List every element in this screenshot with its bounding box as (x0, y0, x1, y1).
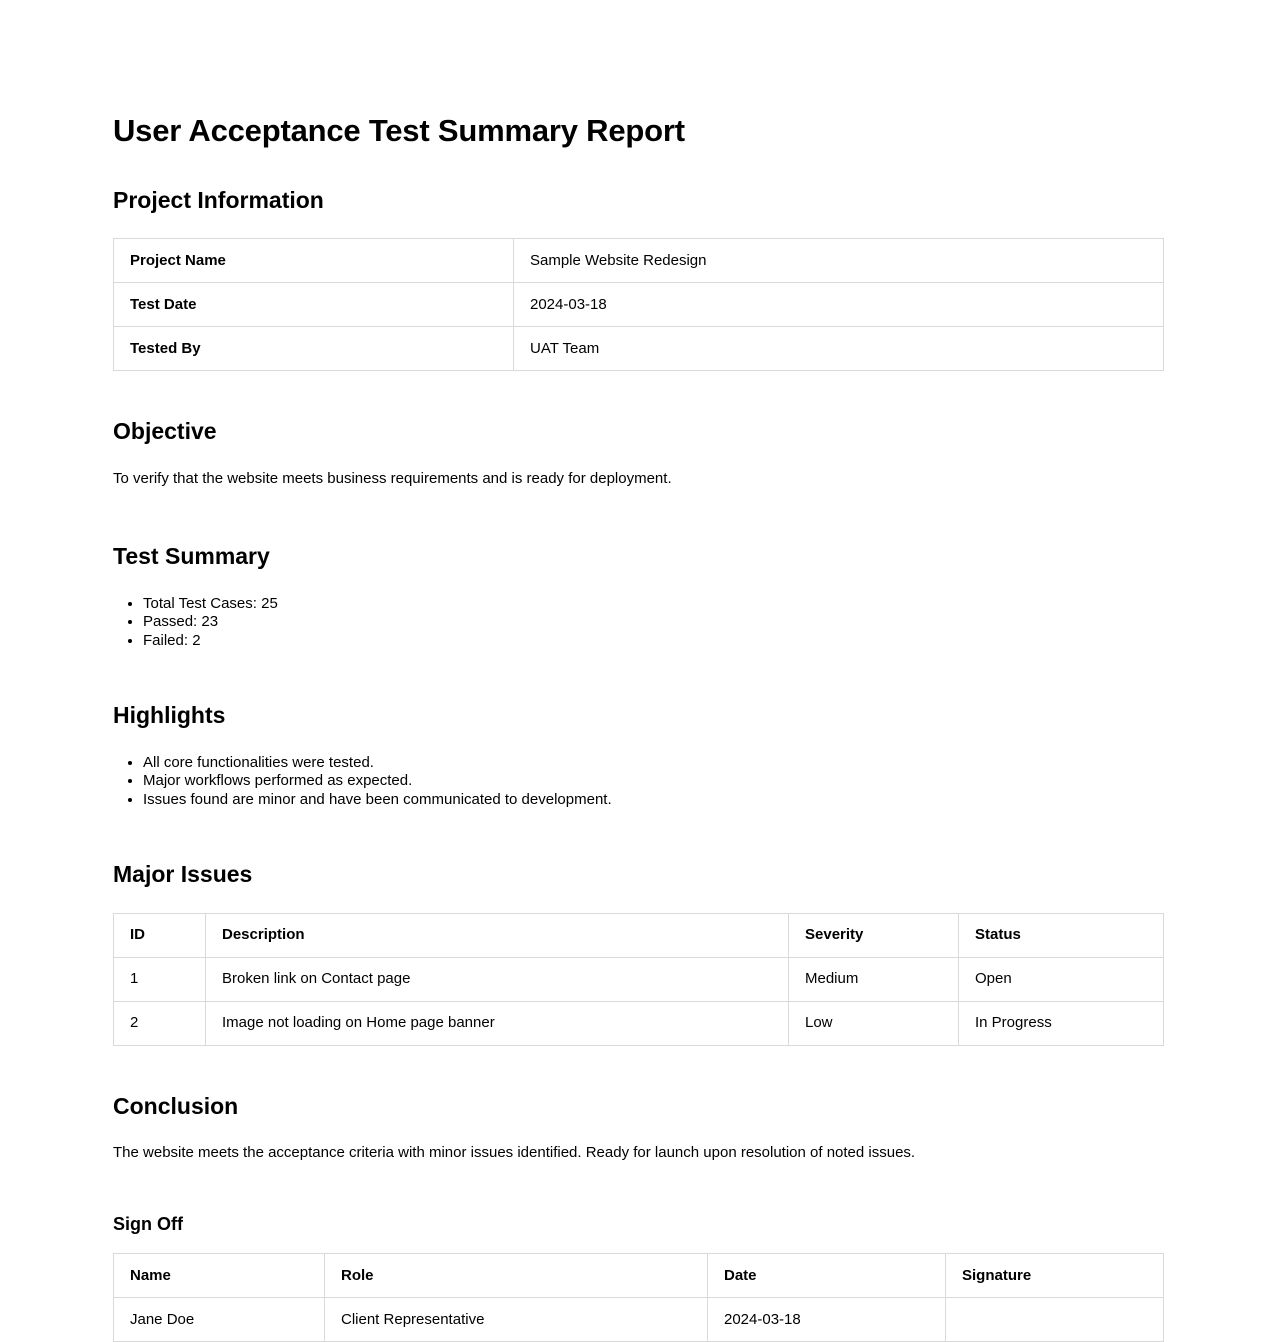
section-heading-conclusion: Conclusion (113, 1092, 239, 1119)
row-value: 2024-03-18 (514, 283, 1164, 327)
row-value: Sample Website Redesign (514, 239, 1164, 283)
table-row (114, 1001, 1164, 1045)
table-row (114, 327, 1164, 371)
list-item: • Passed: 23 (143, 613, 1163, 632)
cell-name: Jane Doe (114, 1298, 325, 1342)
page-title: User Acceptance Test Summary Report (113, 113, 685, 148)
list-item: • Major workflows performed as expected. (143, 772, 1163, 791)
spacer (113, 650, 1163, 702)
column-header-id: ID (114, 913, 206, 957)
table-row (114, 1298, 1164, 1342)
column-header-date: Date (708, 1254, 946, 1298)
list-item: • All core functionalities were tested. (143, 754, 1163, 773)
section-heading-test-summary: Test Summary (113, 543, 270, 570)
table-row (114, 239, 1164, 283)
column-header-status: Status (959, 913, 1164, 957)
cell-status: In Progress (959, 1001, 1164, 1045)
highlights-list (113, 754, 1163, 810)
objective-text: To verify that the website meets business requirements and is ready for deployment. (113, 469, 672, 487)
cell-role: Client Representative (325, 1298, 708, 1342)
project-information-table (113, 238, 1164, 371)
cell-severity: Medium (789, 957, 959, 1001)
column-header-role: Role (325, 1254, 708, 1298)
cell-description: Image not loading on Home page banner (206, 1001, 789, 1045)
spacer (113, 1163, 1163, 1214)
row-value: UAT Team (514, 327, 1164, 371)
spacer (113, 371, 1163, 418)
section-heading-highlights: Highlights (113, 702, 226, 729)
table-row (114, 957, 1164, 1001)
section-heading-project-information: Project Information (113, 186, 324, 213)
cell-signature (946, 1298, 1164, 1342)
cell-description: Broken link on Contact page (206, 957, 789, 1001)
list-item: • Failed: 2 (143, 632, 1163, 651)
column-header-signature: Signature (946, 1254, 1164, 1298)
row-label: Test Date (114, 283, 514, 327)
list-item: • Issues found are minor and have been communicated to development. (143, 791, 1163, 810)
cell-status: Open (959, 957, 1164, 1001)
cell-date: 2024-03-18 (708, 1298, 946, 1342)
cell-id: 2 (114, 1001, 206, 1045)
sign-off-table (113, 1253, 1164, 1342)
table-row (114, 283, 1164, 327)
row-label: Project Name (114, 239, 514, 283)
column-header-name: Name (114, 1254, 325, 1298)
spacer (113, 488, 1163, 543)
column-header-severity: Severity (789, 913, 959, 957)
spacer (113, 1046, 1163, 1093)
list-item: • Total Test Cases: 25 (143, 595, 1163, 614)
table-header-row (114, 1254, 1164, 1298)
test-summary-list (113, 595, 1163, 651)
major-issues-table (113, 913, 1164, 1046)
conclusion-text: The website meets the acceptance criteria with minor issues identified. Ready for launch upon resolution of noted issues. (113, 1144, 916, 1162)
section-heading-sign-off: Sign Off (113, 1213, 183, 1234)
cell-id: 1 (114, 957, 206, 1001)
spacer (113, 809, 1163, 861)
column-header-description: Description (206, 913, 789, 957)
section-heading-major-issues: Major Issues (113, 861, 253, 888)
table-header-row (114, 913, 1164, 957)
section-heading-objective: Objective (113, 418, 217, 445)
cell-severity: Low (789, 1001, 959, 1045)
row-label: Tested By (114, 327, 514, 371)
